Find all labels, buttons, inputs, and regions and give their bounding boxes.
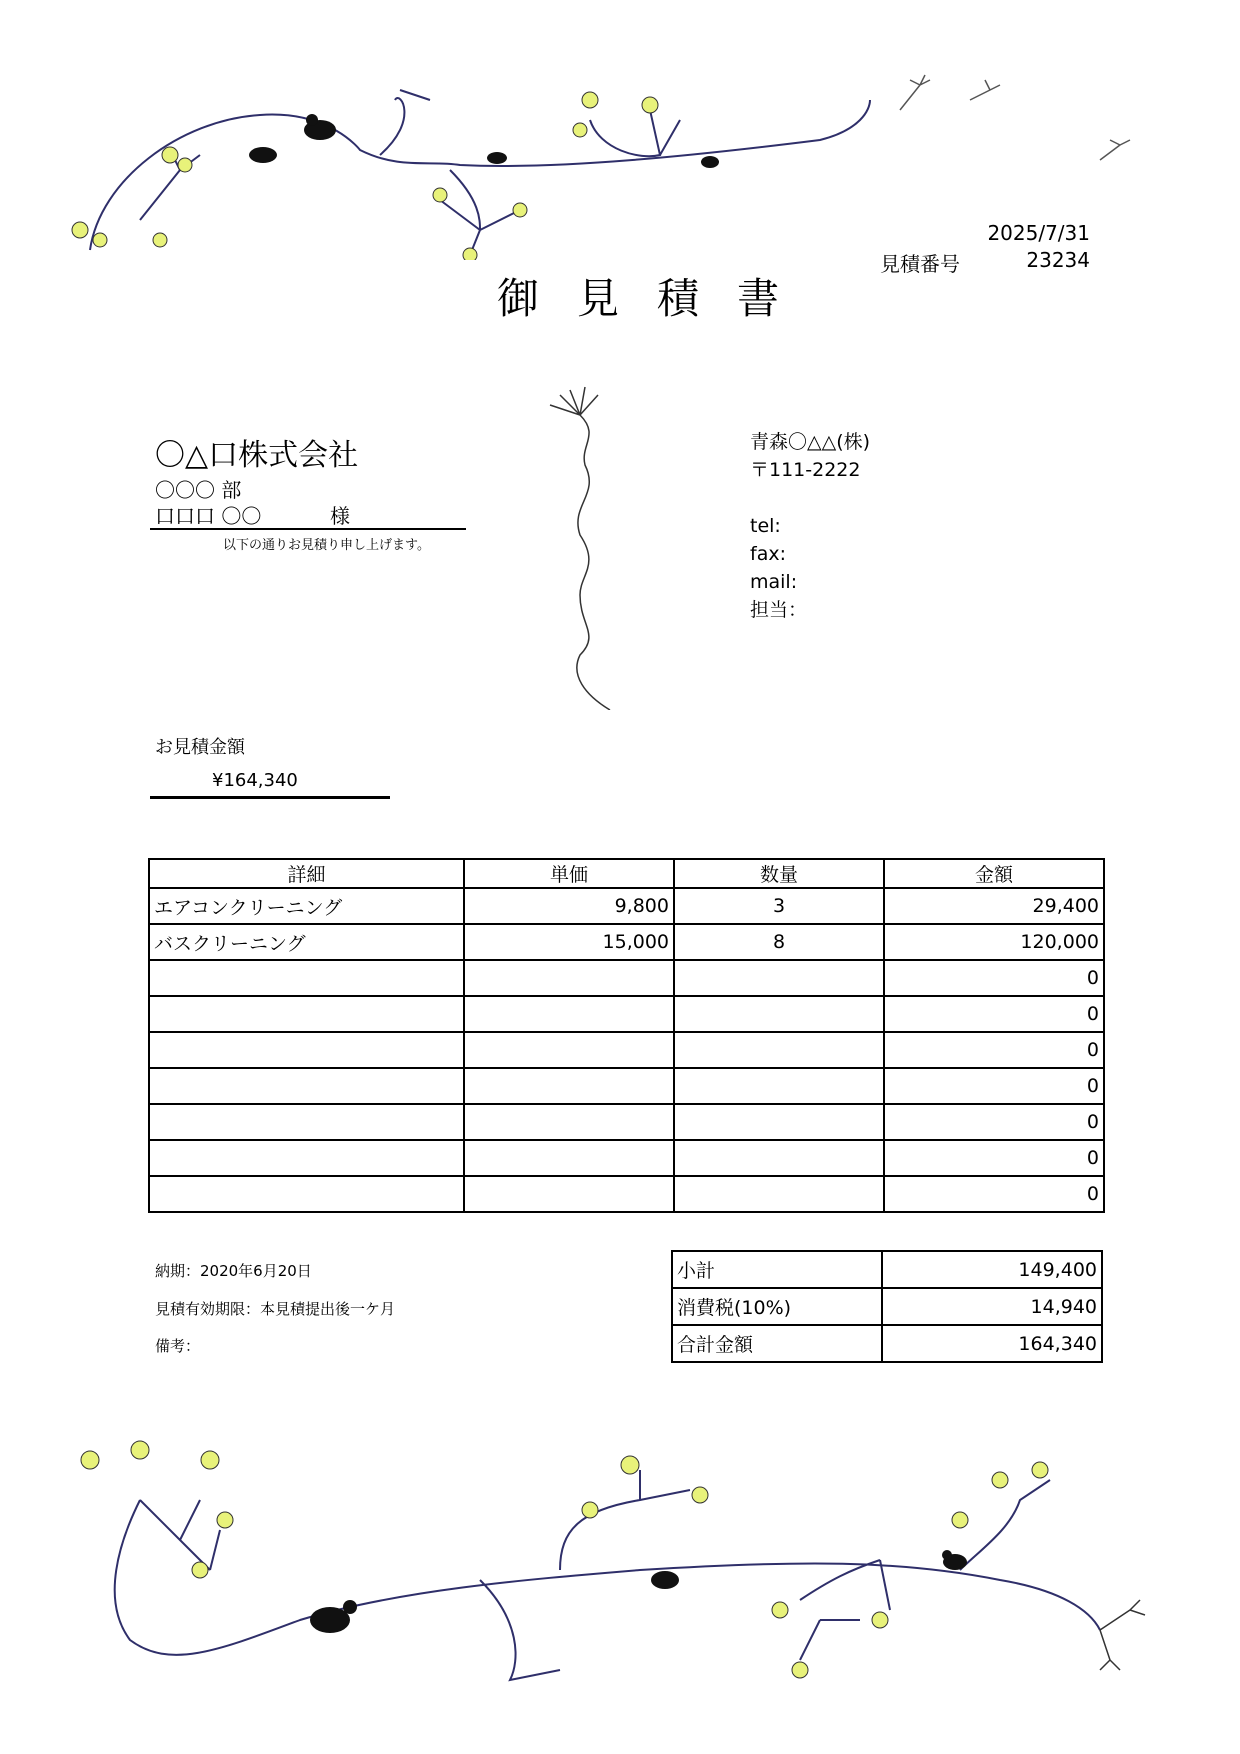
cell-unit-price xyxy=(464,1176,674,1212)
subtotal-label: 小計 xyxy=(672,1251,882,1288)
document-title: 御見積書 xyxy=(497,274,818,323)
table-row xyxy=(149,924,1104,960)
client-company: 〇△口株式会社 xyxy=(155,438,359,473)
cell-quantity: 8 xyxy=(674,924,884,960)
cell-detail xyxy=(149,1140,464,1176)
cell-quantity xyxy=(674,1140,884,1176)
bottom-vine-decoration xyxy=(0,1420,1240,1720)
sender-postal: 〒111-2222 xyxy=(750,459,861,481)
amount-underline xyxy=(150,796,390,799)
cell-unit-price: 15,000 xyxy=(464,924,674,960)
header-amount: 金額 xyxy=(884,859,1104,888)
table-row xyxy=(149,1176,1104,1212)
table-row xyxy=(149,1068,1104,1104)
header-quantity: 数量 xyxy=(674,859,884,888)
validity-period: 見積有効期限：本見積提出後一ケ月 xyxy=(155,1300,396,1318)
client-honorific: 様 xyxy=(330,504,350,528)
tax-label: 消費税(10%) xyxy=(672,1288,882,1325)
cell-amount: 0 xyxy=(884,1068,1104,1104)
cell-detail: エアコンクリーニング xyxy=(149,888,464,924)
table-row xyxy=(149,1032,1104,1068)
grand-total-label: 合計金額 xyxy=(672,1325,882,1362)
cell-unit-price xyxy=(464,1104,674,1140)
cell-unit-price: 9,800 xyxy=(464,888,674,924)
cell-detail xyxy=(149,960,464,996)
cell-unit-price xyxy=(464,960,674,996)
cell-detail xyxy=(149,1068,464,1104)
sender-mail-label: mail: xyxy=(750,571,798,593)
cell-detail xyxy=(149,1104,464,1140)
cell-amount: 0 xyxy=(884,960,1104,996)
cell-quantity xyxy=(674,960,884,996)
estimate-number: 23234 xyxy=(1026,248,1090,272)
sender-tel-label: tel: xyxy=(750,515,781,537)
cell-unit-price xyxy=(464,996,674,1032)
grand-total-value: 164,340 xyxy=(882,1325,1102,1362)
table-row xyxy=(149,1104,1104,1140)
sender-staff-label: 担当： xyxy=(750,599,808,621)
table-row xyxy=(149,996,1104,1032)
amount-value: ¥164,340 xyxy=(212,770,298,791)
cell-quantity xyxy=(674,1104,884,1140)
cell-detail: バスクリーニング xyxy=(149,924,464,960)
totals-row xyxy=(672,1251,1102,1288)
cell-unit-price xyxy=(464,1032,674,1068)
greeting-note: 以下の通りお見積り申し上げます。 xyxy=(223,538,430,553)
cell-quantity xyxy=(674,996,884,1032)
estimate-number-label: 見積番号 xyxy=(880,252,960,276)
cell-amount: 0 xyxy=(884,1032,1104,1068)
cell-amount: 0 xyxy=(884,1104,1104,1140)
table-row xyxy=(149,1140,1104,1176)
header-detail: 詳細 xyxy=(149,859,464,888)
issue-date: 2025/7/31 xyxy=(987,221,1090,245)
table-header-row xyxy=(149,859,1104,888)
cell-quantity xyxy=(674,1068,884,1104)
cell-amount: 0 xyxy=(884,996,1104,1032)
sender-company: 青森〇△△(株) xyxy=(750,431,871,453)
remarks: 備考： xyxy=(155,1337,201,1355)
sender-block xyxy=(750,428,870,624)
cell-detail xyxy=(149,996,464,1032)
client-underline xyxy=(150,528,466,530)
sender-fax-label: fax: xyxy=(750,543,786,565)
client-department: 〇〇〇 部 xyxy=(155,478,242,502)
delivery-date: 納期：2020年6月20日 xyxy=(155,1262,312,1280)
cell-amount: 120,000 xyxy=(884,924,1104,960)
cell-quantity: 3 xyxy=(674,888,884,924)
amount-label: お見積金額 xyxy=(155,737,245,758)
subtotal-value: 149,400 xyxy=(882,1251,1102,1288)
cell-unit-price xyxy=(464,1140,674,1176)
cell-amount: 0 xyxy=(884,1140,1104,1176)
cell-unit-price xyxy=(464,1068,674,1104)
header-unit-price: 単価 xyxy=(464,859,674,888)
client-person: 口口口 〇〇 xyxy=(155,504,262,528)
items-table xyxy=(148,858,1105,1213)
cell-amount: 29,400 xyxy=(884,888,1104,924)
cell-amount: 0 xyxy=(884,1176,1104,1212)
totals-row xyxy=(672,1325,1102,1362)
cell-detail xyxy=(149,1032,464,1068)
table-row xyxy=(149,960,1104,996)
cell-quantity xyxy=(674,1032,884,1068)
center-vine-decoration xyxy=(540,375,620,710)
tax-value: 14,940 xyxy=(882,1288,1102,1325)
totals-row xyxy=(672,1288,1102,1325)
totals-table xyxy=(671,1250,1103,1363)
table-row xyxy=(149,888,1104,924)
cell-quantity xyxy=(674,1176,884,1212)
cell-detail xyxy=(149,1176,464,1212)
